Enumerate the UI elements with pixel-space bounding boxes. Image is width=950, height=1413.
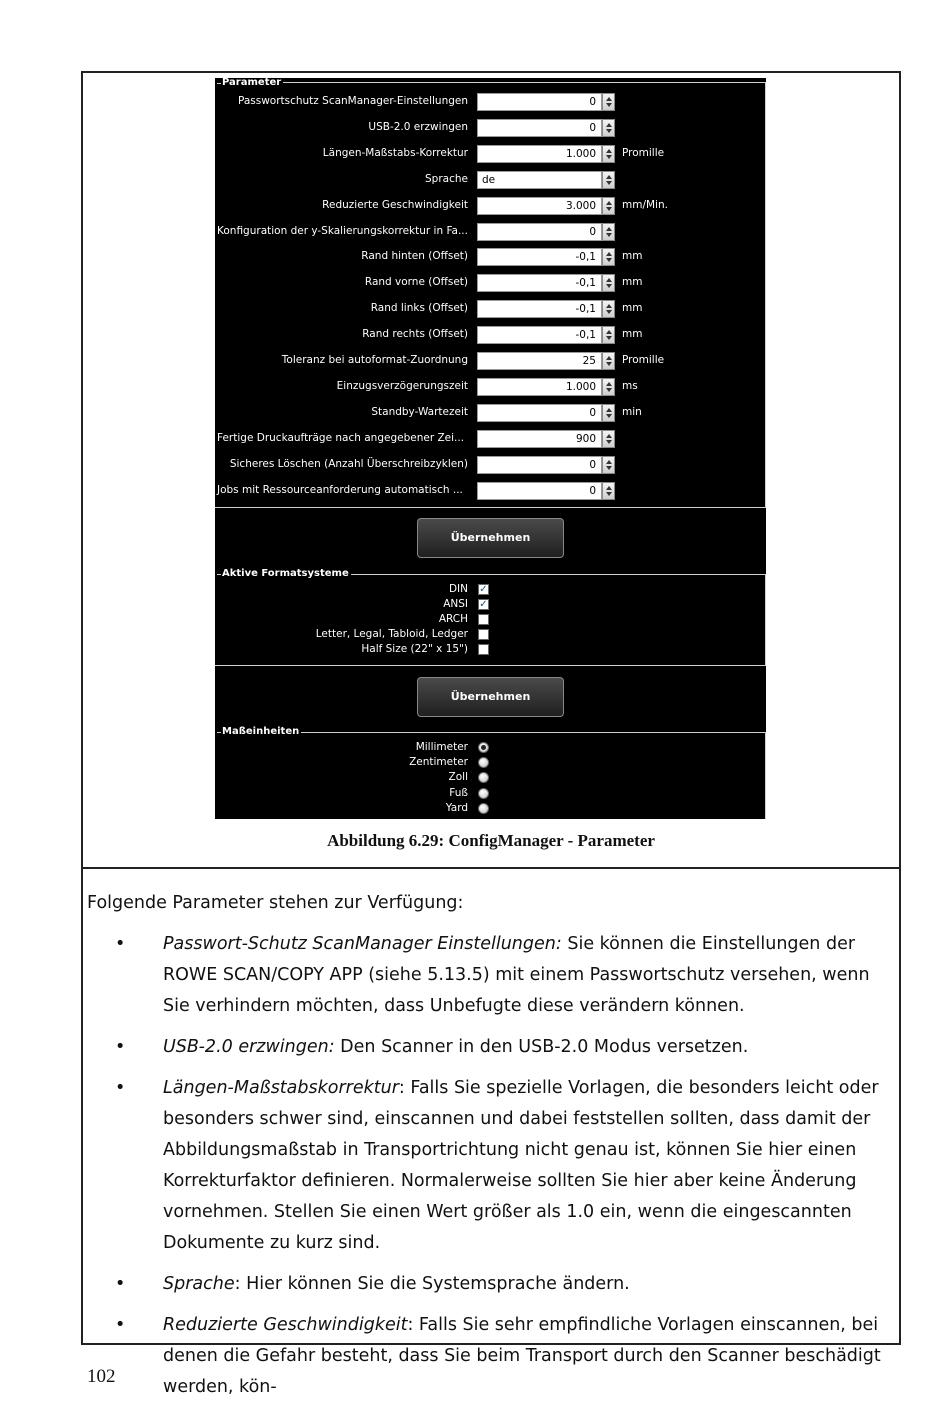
format-row <box>215 597 766 612</box>
unit-row <box>215 740 766 755</box>
body-text <box>87 888 897 1413</box>
format-checkbox[interactable] <box>478 629 489 640</box>
parameter-value-field[interactable] <box>477 274 602 292</box>
bullet-item <box>87 1310 897 1403</box>
parameter-label: Rand hinten (Offset) <box>361 250 468 263</box>
parameter-value: 0 <box>589 225 596 238</box>
format-label: Half Size (22" x 15") <box>361 643 468 655</box>
bullet-item <box>87 1269 897 1300</box>
parameter-label: Sprache <box>425 172 468 185</box>
apply-button-parameters[interactable]: Übernehmen <box>417 518 564 558</box>
bullet-description: : Hier können Sie die Systemsprache ändern. <box>234 1274 630 1294</box>
frame-divider <box>81 867 901 869</box>
spinner-arrows-icon[interactable] <box>602 248 615 266</box>
format-checkbox[interactable] <box>478 614 489 625</box>
unit-row <box>215 770 766 785</box>
unit-radio[interactable] <box>478 742 489 753</box>
parameter-row <box>215 376 766 398</box>
parameter-description-list <box>87 929 897 1403</box>
format-checkbox[interactable]: ✓ <box>479 599 488 610</box>
bullet-description: Sie können die Einstellungen der ROWE SCAN/COPY APP (siehe 5.13.5) mit einem Passwortschutz versehen, wenn Sie verhindern möchten, dass Unbefugte diese verändern können. <box>163 934 870 1016</box>
parameter-value-field[interactable] <box>477 352 602 370</box>
parameter-row <box>215 195 766 217</box>
parameter-value-field[interactable] <box>477 430 602 448</box>
unit-row <box>215 786 766 801</box>
unit-radio[interactable] <box>478 803 489 814</box>
section-units-legend: Maßeinheiten <box>215 726 301 738</box>
parameter-unit: mm <box>622 276 643 289</box>
bullet-item <box>87 1032 897 1063</box>
parameter-value: -0,1 <box>575 303 596 316</box>
parameter-unit: mm <box>622 328 643 341</box>
bullet-term: Reduzierte Geschwindigkeit <box>163 1315 408 1335</box>
parameter-row <box>215 428 766 450</box>
figure-caption: Abbildung 6.29: ConfigManager - Parameter <box>327 831 655 850</box>
parameter-row <box>215 402 766 424</box>
format-label: ARCH <box>438 613 468 625</box>
unit-label: Yard <box>445 801 468 814</box>
parameter-unit: Promille <box>622 146 665 159</box>
parameter-label: Rand rechts (Offset) <box>362 328 468 341</box>
group-border <box>215 82 766 83</box>
spinner-arrows-icon[interactable] <box>602 456 615 474</box>
parameter-label: Einzugsverzögerungszeit <box>336 379 468 392</box>
unit-label: Zentimeter <box>409 756 468 769</box>
parameter-value-field[interactable] <box>477 119 602 137</box>
parameter-unit: mm <box>622 250 643 263</box>
parameter-value: 900 <box>575 432 596 445</box>
parameter-label: USB-2.0 erzwingen <box>368 120 468 133</box>
parameter-row <box>215 324 766 346</box>
unit-row <box>215 801 766 816</box>
unit-label: Zoll <box>448 771 468 784</box>
parameter-value: 1.000 <box>565 147 596 160</box>
parameter-label: Fertige Druckaufträge nach angegebener Zei... <box>217 431 465 444</box>
bullet-term: USB-2.0 erzwingen: <box>163 1037 335 1057</box>
bullet-description: : Falls Sie sehr empfindliche Vorlagen einscannen, bei denen die Gefahr besteht, dass Sie beim Transport durch den Scanner beschädigt werden, kön- <box>163 1315 881 1397</box>
bullet-description: : Falls Sie spezielle Vorlagen, die besonders leicht oder besonders schwer sind, einscannen und dabei feststellen sollten, dass damit der Abbildungsmaßstab in Transportrichtung nicht genau ist, können Sie hier einen Korrekturfaktor definieren. Normalerweise sollten Sie hier aber keine Änderung vornehmen. Stellen Sie einen Wert größer als 1.0 ein, wenn die eingescannten Dokumente zu kurz sind. <box>163 1078 879 1253</box>
page-number: 102 <box>87 1366 116 1387</box>
parameter-value: 0 <box>589 96 596 108</box>
unit-row <box>215 755 766 770</box>
bullet-term: Passwort-Schutz ScanManager Einstellungen: <box>163 934 562 954</box>
parameter-unit: ms <box>622 379 638 392</box>
apply-button-formats[interactable]: Übernehmen <box>417 677 564 717</box>
parameter-row <box>215 221 766 243</box>
spinner-arrows-icon[interactable] <box>602 404 615 422</box>
dropdown-arrow-icon[interactable] <box>602 171 615 189</box>
bullet-term: Sprache <box>163 1274 235 1294</box>
parameter-label: Toleranz bei autoformat-Zuordnung <box>281 354 468 366</box>
parameter-value: 0 <box>589 121 596 134</box>
bullet-description: Den Scanner in den USB-2.0 Modus versetzen. <box>334 1037 749 1057</box>
parameter-label: Sicheres Löschen (Anzahl Überschreibzyklen) <box>229 457 468 470</box>
spinner-arrows-icon[interactable] <box>602 223 615 241</box>
parameter-unit: min <box>622 405 642 418</box>
parameter-label: Reduzierte Geschwindigkeit <box>322 198 468 211</box>
format-row <box>215 612 766 627</box>
parameter-label: Rand vorne (Offset) <box>364 276 468 289</box>
unit-radio[interactable] <box>478 788 489 799</box>
parameter-unit: mm <box>622 302 643 315</box>
parameter-row <box>215 91 766 113</box>
parameter-label: Passwortschutz ScanManager-Einstellungen <box>237 95 468 107</box>
parameter-unit: mm/Min. <box>622 198 668 211</box>
parameter-value: 1.000 <box>565 380 596 393</box>
parameter-value-field[interactable] <box>477 93 602 111</box>
parameter-unit: Promille <box>622 354 665 366</box>
bullet-item <box>87 929 897 1022</box>
parameter-value: -0,1 <box>575 277 596 290</box>
parameter-value-field[interactable] <box>477 197 602 215</box>
unit-label: Fuß <box>449 786 468 799</box>
format-checkbox[interactable] <box>478 644 489 655</box>
parameter-row <box>215 454 766 476</box>
parameter-value: 0 <box>589 458 596 471</box>
parameter-value-field[interactable] <box>477 378 602 396</box>
parameter-value: -0,1 <box>575 329 596 342</box>
parameter-label: Längen-Maßstabs-Korrektur <box>322 146 468 159</box>
parameter-value-field[interactable] <box>477 456 602 474</box>
parameter-row <box>215 298 766 320</box>
parameter-value-field[interactable] <box>477 223 602 241</box>
spinner-arrows-icon[interactable] <box>602 326 615 344</box>
parameter-value: 3.000 <box>565 199 596 212</box>
section-formats-legend: Aktive Formatsysteme <box>215 568 351 580</box>
group-border <box>215 507 766 508</box>
group-border <box>215 665 766 666</box>
parameter-value-field[interactable] <box>477 300 602 318</box>
parameter-row <box>215 117 766 139</box>
spinner-arrows-icon[interactable] <box>602 352 615 370</box>
unit-label: Millimeter <box>415 741 468 753</box>
unit-radio[interactable] <box>478 772 489 783</box>
parameter-label: Standby-Wartezeit <box>371 405 468 418</box>
parameter-value: -0,1 <box>575 251 596 264</box>
parameter-value-field[interactable] <box>477 248 602 266</box>
parameter-row <box>215 246 766 268</box>
format-label: ANSI <box>443 598 468 610</box>
parameter-value-field[interactable] <box>477 145 602 163</box>
unit-radio[interactable] <box>478 757 489 768</box>
format-label: DIN <box>448 583 468 595</box>
config-manager-screenshot <box>215 78 766 819</box>
parameter-row <box>215 350 766 372</box>
format-row <box>215 642 766 657</box>
parameter-value-field[interactable] <box>477 482 602 500</box>
bullet-item <box>87 1073 897 1259</box>
parameter-row <box>215 169 766 191</box>
spinner-arrows-icon[interactable] <box>602 145 615 163</box>
parameter-row <box>215 272 766 294</box>
spinner-arrows-icon[interactable] <box>602 482 615 500</box>
spinner-arrows-icon[interactable] <box>602 93 615 111</box>
spinner-arrows-icon[interactable] <box>602 197 615 215</box>
bullet-term: Längen-Maßstabskorrektur <box>163 1078 399 1098</box>
spinner-arrows-icon[interactable] <box>602 300 615 318</box>
parameter-row <box>215 480 766 502</box>
spinner-arrows-icon[interactable] <box>602 378 615 396</box>
format-checkbox[interactable]: ✓ <box>479 584 488 595</box>
format-row <box>215 582 766 597</box>
parameter-value: 25 <box>582 355 596 367</box>
parameter-value: de <box>482 173 496 186</box>
parameter-label: Rand links (Offset) <box>370 302 468 315</box>
intro-paragraph: Folgende Parameter stehen zur Verfügung: <box>87 893 464 913</box>
section-parameter-legend: Parameter <box>215 78 283 89</box>
parameter-row <box>215 143 766 165</box>
spinner-arrows-icon[interactable] <box>602 274 615 292</box>
parameter-value-field[interactable] <box>477 326 602 344</box>
format-label: Letter, Legal, Tabloid, Ledger <box>315 628 468 640</box>
parameter-value-field[interactable] <box>477 404 602 422</box>
parameter-value: 0 <box>589 406 596 419</box>
spinner-arrows-icon[interactable] <box>602 119 615 137</box>
parameter-value-field[interactable] <box>477 171 602 189</box>
parameter-label: Konfiguration der y-Skalierungskorrektur in Fa... <box>217 224 468 237</box>
parameter-value: 0 <box>589 484 596 497</box>
parameter-label: Jobs mit Ressourceanforderung automatisch ... <box>217 483 463 496</box>
format-row <box>215 627 766 642</box>
spinner-arrows-icon[interactable] <box>602 430 615 448</box>
